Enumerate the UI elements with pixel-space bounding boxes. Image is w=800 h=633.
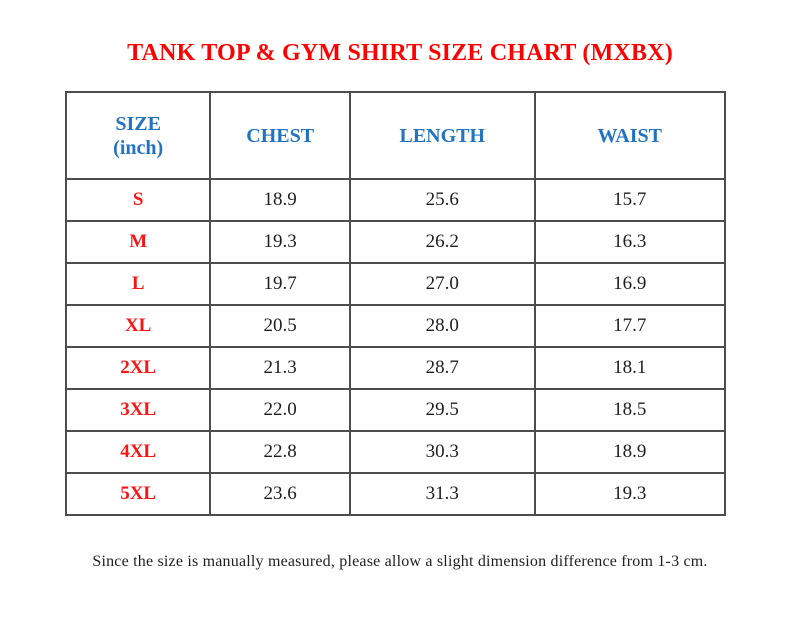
chest-cell: 22.0 bbox=[210, 389, 350, 431]
measurement-disclaimer: Since the size is manually measured, please allow a slight dimension difference from 1-3 cm. bbox=[92, 553, 708, 570]
size-cell: M bbox=[66, 221, 210, 263]
table-row-2xl bbox=[66, 347, 725, 389]
length-cell: 26.2 bbox=[350, 221, 535, 263]
size-cell: L bbox=[66, 263, 210, 305]
length-cell: 28.7 bbox=[350, 347, 535, 389]
waist-cell: 16.3 bbox=[535, 221, 725, 263]
size-cell: 2XL bbox=[66, 347, 210, 389]
size-chart-table bbox=[65, 91, 726, 516]
table-row-5xl bbox=[66, 473, 725, 515]
size-cell: 3XL bbox=[66, 389, 210, 431]
length-cell: 30.3 bbox=[350, 431, 535, 473]
waist-cell: 18.5 bbox=[535, 389, 725, 431]
table-row-s bbox=[66, 179, 725, 221]
header-size-line1: SIZE bbox=[115, 112, 161, 135]
table-row-l bbox=[66, 263, 725, 305]
size-cell: XL bbox=[66, 305, 210, 347]
table-row-4xl bbox=[66, 431, 725, 473]
length-cell: 25.6 bbox=[350, 179, 535, 221]
waist-cell: 17.7 bbox=[535, 305, 725, 347]
table-row-m bbox=[66, 221, 725, 263]
chest-cell: 18.9 bbox=[210, 179, 350, 221]
length-cell: 31.3 bbox=[350, 473, 535, 515]
length-cell: 27.0 bbox=[350, 263, 535, 305]
table-row-xl bbox=[66, 305, 725, 347]
chest-cell: 20.5 bbox=[210, 305, 350, 347]
length-cell: 28.0 bbox=[350, 305, 535, 347]
header-cell-size bbox=[66, 92, 210, 179]
length-cell: 29.5 bbox=[350, 389, 535, 431]
chest-cell: 22.8 bbox=[210, 431, 350, 473]
chest-cell: 23.6 bbox=[210, 473, 350, 515]
waist-cell: 18.1 bbox=[535, 347, 725, 389]
table-row-3xl bbox=[66, 389, 725, 431]
header-size-line2: (inch) bbox=[113, 136, 164, 159]
page-title: TANK TOP & GYM SHIRT SIZE CHART (MXBX) bbox=[127, 40, 673, 66]
waist-cell: 16.9 bbox=[535, 263, 725, 305]
chest-cell: 19.7 bbox=[210, 263, 350, 305]
header-row bbox=[66, 92, 725, 179]
waist-cell: 19.3 bbox=[535, 473, 725, 515]
waist-cell: 18.9 bbox=[535, 431, 725, 473]
header-cell-length: LENGTH bbox=[350, 92, 535, 179]
chest-cell: 21.3 bbox=[210, 347, 350, 389]
header-cell-waist: WAIST bbox=[535, 92, 725, 179]
header-cell-chest: CHEST bbox=[210, 92, 350, 179]
size-cell: S bbox=[66, 179, 210, 221]
chest-cell: 19.3 bbox=[210, 221, 350, 263]
waist-cell: 15.7 bbox=[535, 179, 725, 221]
size-cell: 5XL bbox=[66, 473, 210, 515]
size-cell: 4XL bbox=[66, 431, 210, 473]
